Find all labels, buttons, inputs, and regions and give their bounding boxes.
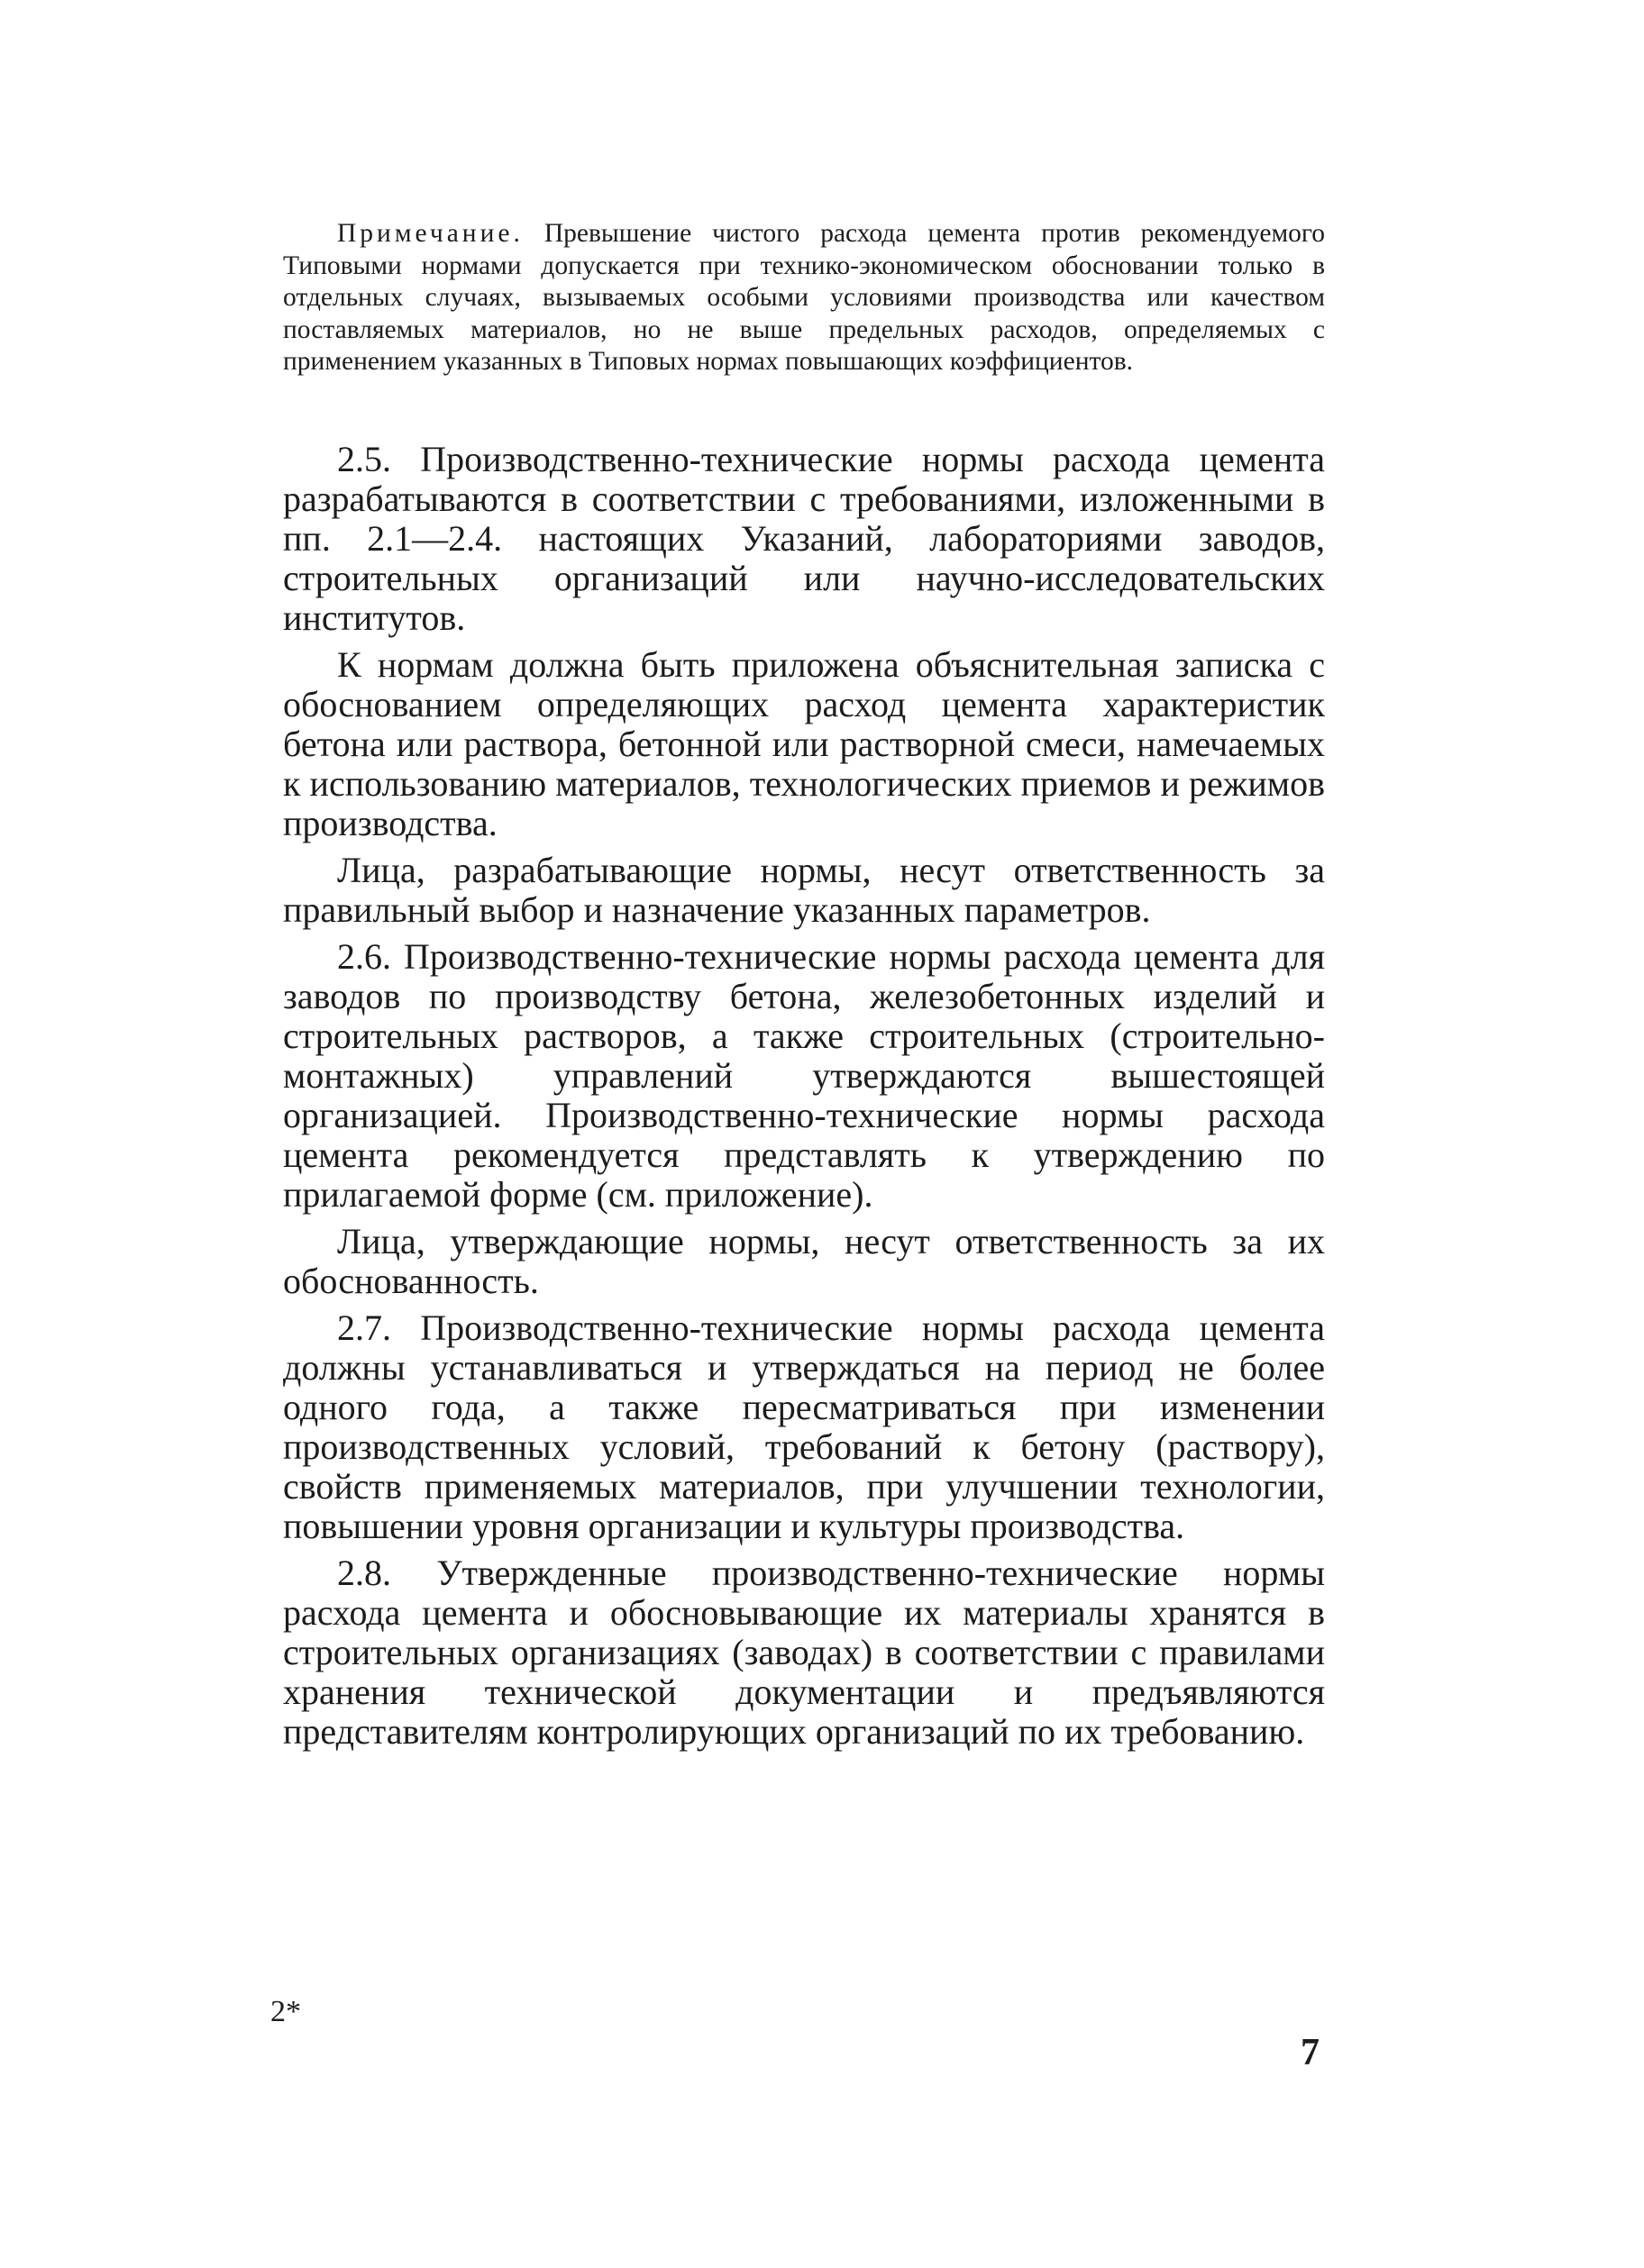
- note-text: Превышение чистого расхода цемента против рекомендуемого Типовыми нормами допускается при технико-экономическом обосновании только в отдельных случаях, вызываемых особыми условиями производства или качеством поставляемых материалов, но не выше предельных расходов, определяемых с применением указанных в Типовых нормах повышающих коэффициентов.: [283, 219, 1325, 376]
- paragraph-responsibility-approvers: Лица, утверждающие нормы, несут ответственность за их обоснованность.: [283, 1221, 1325, 1301]
- printer-signature-mark: 2*: [270, 1995, 301, 2028]
- note-label: Примечание.: [337, 219, 524, 248]
- page-number: 7: [1301, 2032, 1320, 2073]
- paragraph-2-7: 2.7. Производственно-технические нормы расхода цемента должны устанавливаться и утверждаться на период не более одного года, а также пересматриваться при изменении производственных условий, требований к бетону (раствору), свойств применяемых материалов, при улучшении технологии, повышении уровня организации и культуры производства.: [283, 1307, 1325, 1546]
- paragraph-2-8: 2.8. Утвержденные производственно-технические нормы расхода цемента и обосновывающие их материалы хранятся в строительных организациях (заводах) в соответствии с правилами хранения технической документации и предъявляются представителям контролирующих организаций по их требованию.: [283, 1553, 1325, 1752]
- note-block: [283, 218, 1325, 378]
- paragraph-responsibility-developers: Лица, разрабатывающие нормы, несут ответственность за правильный выбор и назначение указанных параметров.: [283, 850, 1325, 930]
- paragraph-explanatory-note: К нормам должна быть приложена объяснительная записка с обоснованием определяющих расход цемента характеристик бетона или раствора, бетонной или растворной смеси, намечаемых к использованию материалов, технологических приемов и режимов производства.: [283, 644, 1325, 843]
- paragraph-2-5: 2.5. Производственно-технические нормы расхода цемента разрабатываются в соответствии с требованиями, изложенными в пп. 2.1—2.4. настоящих Указаний, лабораториями заводов, строительных организаций или научно-исследовательских институтов.: [283, 439, 1325, 638]
- main-text: [283, 440, 1325, 1759]
- paragraph-2-6: 2.6. Производственно-технические нормы расхода цемента для заводов по производству бетона, железобетонных изделий и строительных растворов, а также строительных (строительно-монтажных) управлений утверждаются вышестоящей организацией. Производственно-технические нормы расхода цемента рекомендуется представлять к утверждению по прилагаемой форме (см. приложение).: [283, 936, 1325, 1215]
